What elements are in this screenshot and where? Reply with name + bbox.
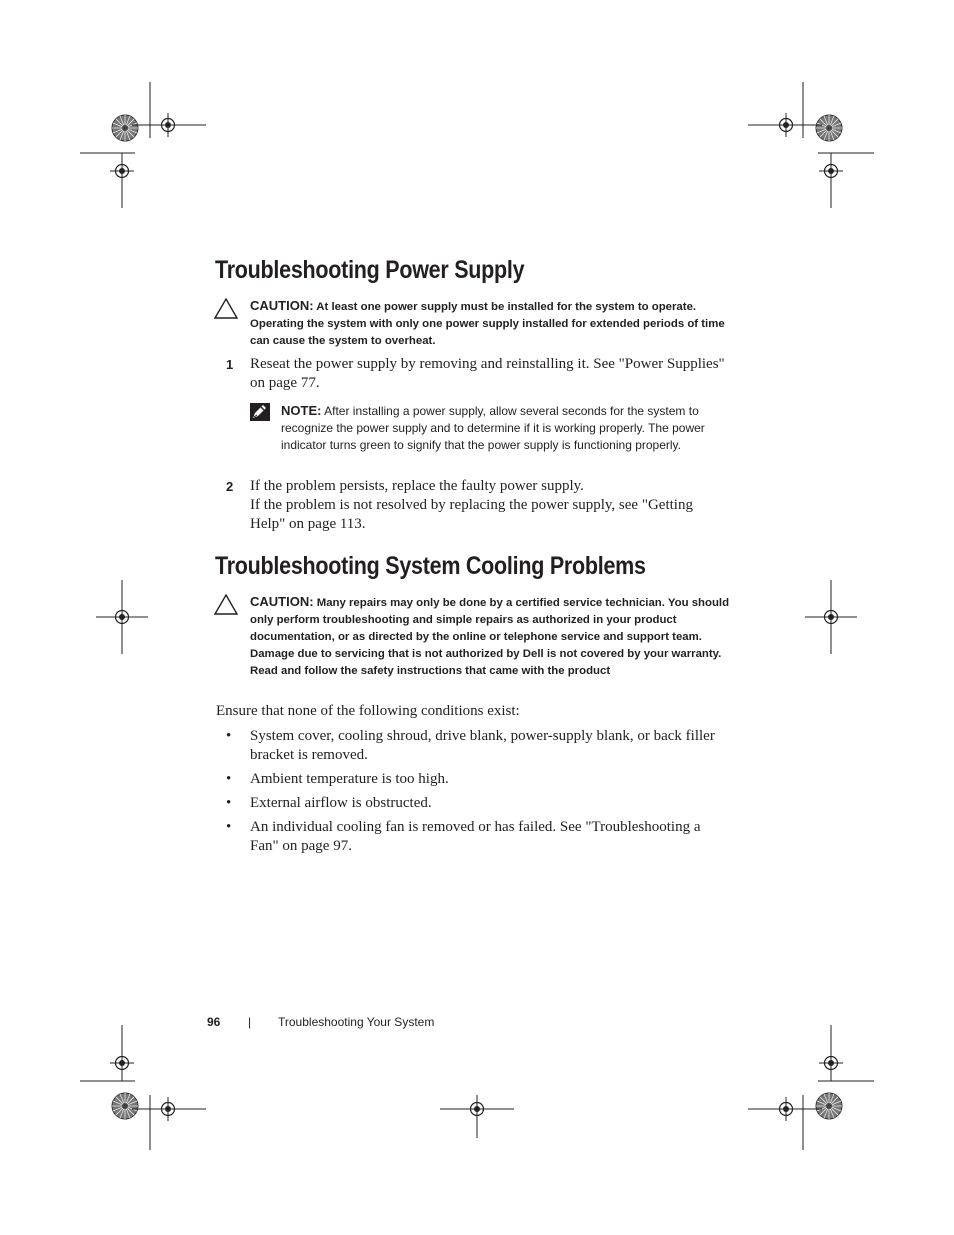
star-target-icon [816, 115, 842, 141]
registration-mark-icon [110, 605, 134, 629]
registration-mark-icon [156, 113, 180, 137]
caution-cooling [214, 593, 734, 680]
note-power-supply [250, 402, 710, 454]
note-text: After installing a power supply, allow several seconds for the system to recognize the power supply and to determine if it is working properly. The power indicator turns green to signify that the power supply is functioning properly. [281, 404, 705, 452]
step-list-continued [226, 477, 726, 534]
caution-label: CAUTION: [250, 594, 314, 609]
footer-chapter-title: Troubleshooting Your System [278, 1015, 435, 1029]
registration-mark-icon [819, 605, 843, 629]
conditions-list [226, 727, 726, 861]
page-footer [207, 1015, 435, 1029]
step-item [226, 477, 726, 534]
caution-text: At least one power supply must be installed for the system to operate. Operating the system with only one power supply installed for extended periods of time can cause the system to overheat. [250, 301, 725, 347]
registration-mark-icon [774, 113, 798, 137]
registration-mark-icon [774, 1097, 798, 1121]
step-text: Reseat the power supply by removing and reinstalling it. See "Power Supplies" on page 77. [250, 356, 725, 391]
registration-mark-icon [819, 1051, 843, 1075]
registration-mark-icon [110, 1051, 134, 1075]
step-item [226, 355, 726, 393]
caution-label: CAUTION: [250, 298, 314, 313]
list-item: • External airflow is obstructed. [226, 795, 432, 811]
bullet-icon: • [226, 795, 232, 811]
note-pencil-icon [250, 403, 270, 421]
caution-power-supply [214, 297, 734, 350]
star-target-icon [112, 115, 138, 141]
bullet-icon: • [226, 771, 232, 787]
star-target-icon [816, 1093, 842, 1119]
list-item: • An individual cooling fan is removed or has failed. See "Troubleshooting a Fan" on page 97. [226, 819, 701, 854]
registration-mark-icon [156, 1097, 180, 1121]
step-list [226, 355, 726, 393]
page-number: 96 [207, 1015, 221, 1029]
bullet-icon: • [226, 728, 232, 744]
star-target-icon [112, 1093, 138, 1119]
step-text: If the problem persists, replace the faulty power supply. [250, 478, 584, 494]
bullet-icon: • [226, 819, 232, 835]
caution-text: Many repairs may only be done by a certified service technician. You should only perform troubleshooting and simple repairs as authorized in your product documentation, or as directed by the online or telephone service and support team. Damage due to servicing that is not authorized by Dell is not covered by your warranty. Read and follow the safety instructions that came with the product [250, 597, 730, 677]
step-number: 1 [226, 357, 234, 372]
registration-mark-icon [465, 1097, 489, 1121]
registration-mark-icon [110, 159, 134, 183]
caution-triangle-icon [214, 297, 238, 319]
list-item: • System cover, cooling shroud, drive blank, power-supply blank, or back filler bracket is removed. [226, 728, 715, 763]
intro-text: Ensure that none of the following conditions exist: [216, 703, 520, 719]
note-label: NOTE: [281, 403, 322, 418]
registration-mark-icon [819, 159, 843, 183]
step-text-followup: If the problem is not resolved by replacing the power supply, see "Getting Help" on page 113. [250, 497, 693, 532]
step-number: 2 [226, 479, 234, 494]
caution-triangle-icon [214, 593, 238, 615]
section-heading-power-supply: Troubleshooting Power Supply [215, 256, 525, 284]
section-heading-cooling: Troubleshooting System Cooling Problems [215, 552, 646, 580]
list-item: • Ambient temperature is too high. [226, 771, 449, 787]
footer-separator: | [248, 1015, 252, 1029]
